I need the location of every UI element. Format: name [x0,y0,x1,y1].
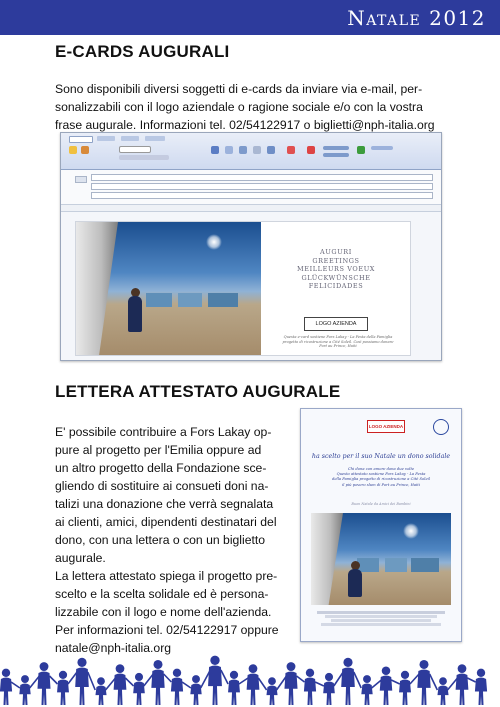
lettera-line: augurale. [55,551,106,565]
child-silhouette-body [417,670,430,706]
child-silhouette-body [75,668,89,706]
child-silhouette-body [190,684,201,706]
page-header [0,0,500,35]
page-title: Natale 2012 [347,6,486,30]
child-silhouette-head [419,660,428,669]
ruler [61,205,441,212]
child-silhouette-body [380,676,392,706]
child-silhouette-head [363,675,371,683]
child-silhouette-head [343,658,352,667]
foundation-logo-icon [433,419,449,435]
child-silhouette-head [2,669,10,677]
ecard-footer [276,335,400,349]
child-silhouette-body [208,666,222,706]
child-silhouette-head [40,662,49,671]
child-silhouette-head [135,673,143,681]
greeting: MEILLEURS VOEUX [297,265,375,273]
child-silhouette-body [475,678,487,706]
child-silhouette-body [361,684,372,706]
ecards-line: Sono disponibili diversi soggetti di e-cards da inviare via e-mail, per- [55,82,423,96]
letter-headline: ha scelto per il suo Natale un dono solidale [311,453,451,460]
lettera-line: E' possibile contribuire a Fors Lakay op- [55,425,272,439]
child-silhouette-arm [239,678,248,684]
greeting: GREETINGS [312,256,360,265]
child-silhouette-head [477,669,485,677]
child-silhouette-arm [50,676,58,684]
child-silhouette-head [306,669,314,677]
ecard-greetings [271,248,401,291]
greeting: FELICIDADES [308,282,364,290]
lettera-line: talizi una donazione che verrà segnalata [55,497,274,511]
child-silhouette-head [173,669,181,677]
child-silhouette-arm [164,674,172,682]
child-silhouette-arm [125,678,133,686]
child-silhouette-body [0,678,12,706]
child-silhouette-body [247,674,260,706]
child-silhouette-head [249,664,258,673]
child-silhouette-body [171,678,183,706]
child-silhouette-body [57,680,69,706]
child-silhouette-arm [372,680,382,688]
letter-body [311,467,451,488]
child-silhouette-head [210,656,219,665]
child-silhouette-arm [430,674,438,690]
lettera-line: natale@nph-italia.org [55,641,172,655]
ecards-line: frase augurale. Informazioni tel. 02/54122917 o biglietti@nph-italia.org [55,118,435,132]
letter-body-line: Questo attestato sostiene Fors Lakay - La Festa [336,472,426,477]
letter-photo [311,513,451,605]
child-silhouette-head [192,675,200,683]
child-silhouette-arm [315,682,324,686]
email-header-fields [61,170,441,205]
child-silhouette-arm [467,678,475,682]
lettera-heading: LETTERA ATTESTATO AUGURALE [55,382,341,401]
lettera-paragraph [55,423,295,657]
ecard-footer-line: Port au Prince, Haiti [319,344,357,348]
child-silhouette-arm [11,682,20,688]
child-silhouette-head [287,662,296,671]
child-silhouette-body [341,668,355,706]
subject-field[interactable] [91,192,433,199]
child-silhouette-body [266,686,277,706]
page-curl [76,222,118,355]
child-silhouette-body [323,682,335,706]
letter-logo-placeholder: LOGO AZIENDA [367,420,405,433]
child-silhouette-head [153,660,162,669]
child-silhouette-head [77,658,86,667]
child-silhouette-head [401,671,409,679]
child-silhouette-body [37,672,50,706]
lettera-line: dono, con una lettera o con un biglietto [55,533,266,547]
child-silhouette-head [268,677,276,685]
lettera-line: La lettera attestato spiega il progetto pre- [55,569,278,583]
child-silhouette-body [114,674,127,706]
child-silhouette-head [59,671,67,679]
child-silhouette-body [437,686,448,706]
child-silhouette-arm [391,680,400,684]
child-silhouette-body [228,680,240,706]
child-silhouette-head [230,671,238,679]
ecard-footer-line: Questa e-card sostiene Fors Lakay - La Festa della Famiglia [283,335,393,339]
letter-body-line: il più povero slum di Port au Prince, Haiti [342,482,420,487]
child-silhouette-head [439,677,447,685]
child-silhouette-arm [354,672,361,688]
lettera-line: Per informazioni tel. 02/54122917 oppure [55,623,279,637]
cc-field[interactable] [91,183,433,190]
child-silhouette-head [97,677,105,685]
lettera-line: ai clienti, amici, dipendenti destinatari del [55,515,277,529]
child-silhouette-arm [221,670,228,684]
lettera-line: pure al progetto per l'Emilia oppure ad [55,443,262,457]
child-silhouette-arm [258,678,266,690]
ecards-line: sonalizzabili con il logo aziendale o ragione sociale e/o con la vostra [55,100,423,114]
child-silhouette-body [151,670,164,706]
children-silhouette-footer [0,655,500,707]
ecard-footer-line: progetto di ricostruzione a Cité Soleil. Così possiamo donare [282,339,394,344]
greeting: AUGURI [320,248,352,256]
lettera-line: gliendo di sostituire ai consueti doni na- [55,479,269,493]
email-client-screenshot [60,132,442,361]
child-silhouette-head [116,664,125,673]
child-silhouette-body [133,682,145,706]
lettera-line: scelto e la scelta solidale ed è persona- [55,587,269,601]
email-ribbon [61,133,441,170]
child-silhouette-head [382,666,391,675]
ecard-photo [76,222,261,355]
ecard-logo-placeholder: LOGO AZIENDA [304,317,368,331]
greeting: GLÜCKWÜNSCHE [301,273,371,282]
ecards-paragraph [55,80,475,134]
letter-signature: Buon Natale da Amici dei Bambini [351,502,411,506]
letter-body-line: Chi dona con amore dona due volte [347,467,415,471]
child-silhouette-head [458,664,467,673]
child-silhouette-body [284,672,297,706]
child-silhouette-head [325,673,333,681]
child-silhouette-arm [88,672,95,690]
letter-footer [311,610,451,627]
child-silhouette-head [21,675,29,683]
child-silhouette-arm [182,682,191,688]
lettera-line: un altro progetto della Fondazione sce- [55,461,267,475]
child-silhouette-body [19,684,30,706]
letter-preview [300,408,462,642]
child-silhouette-body [399,680,411,706]
child-silhouette-body [456,674,469,706]
lettera-line: lizzabile con il logo e nome dell'azienda. [55,605,272,619]
child-silhouette-body [304,678,316,706]
letter-body-line: della Famiglia progetto di ricostruzione a Cité Soleil [332,477,430,482]
ecard-preview [75,221,411,356]
child-silhouette-arm [297,676,305,682]
send-button[interactable] [75,176,87,183]
ecards-heading: E-CARDS AUGURALI [55,42,230,61]
child-silhouette-body [95,686,106,706]
to-field[interactable] [91,174,433,181]
